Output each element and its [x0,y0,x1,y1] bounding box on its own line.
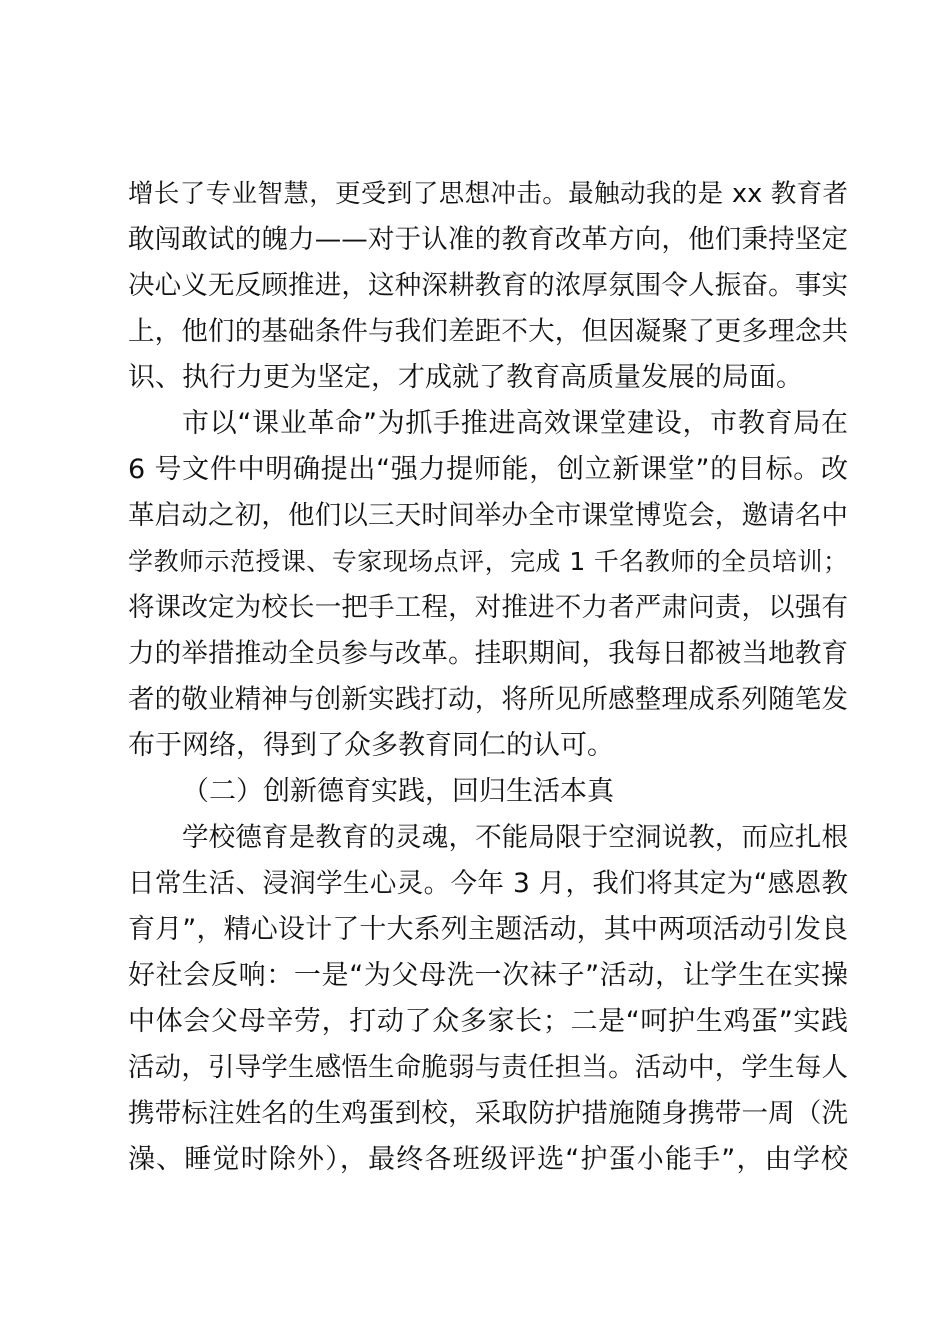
paragraph-2-line-6: 力的举措推动全员参与改革。挂职期间，我每日都被当地教育 [128,638,848,669]
paragraph-2-line-7: 者的敬业精神与创新实践打动，将所见所感整理成系列随笔发 [128,684,848,715]
paragraph-1-line-1: 增长了专业智慧，更受到了思想冲击。最触动我的是 xx 教育者 [128,179,848,209]
paragraph-3-line-4: 好社会反响：一是“为父母洗一次袜子”活动，让学生在实操 [128,960,848,991]
paragraph-2-line-5: 将课改定为校长一把手工程，对推进不力者严肃问责，以强有 [128,592,848,623]
paragraph-1-line-5: 识、执行力更为坚定，才成就了教育高质量发展的局面。 [128,362,803,393]
paragraph-1-line-4: 上，他们的基础条件与我们差距不大，但因凝聚了更多理念共 [128,316,848,347]
paragraph-1-line-2: 敢闯敢试的魄力——对于认准的教育改革方向，他们秉持坚定 [128,224,848,255]
paragraph-3-line-8: 澡、睡觉时除外），最终各班级评选“护蛋小能手”，由学校 [128,1144,848,1175]
paragraph-1-line-3: 决心义无反顾推进，这种深耕教育的浓厚氛围令人振奋。事实 [128,270,848,301]
paragraph-3-line-2: 日常生活、浸润学生心灵。今年 3 月，我们将其定为“感恩教 [128,868,848,899]
paragraph-3-line-5: 中体会父母辛劳，打动了众多家长；二是“呵护生鸡蛋”实践 [128,1006,848,1037]
paragraph-2-line-1: 市以“课业革命”为抓手推进高效课堂建设，市教育局在 [182,408,848,439]
paragraph-3-line-3: 育月”，精心设计了十大系列主题活动，其中两项活动引发良 [128,914,848,945]
paragraph-2-line-3: 革启动之初，他们以三天时间举办全市课堂博览会，邀请名中 [128,500,848,531]
paragraph-3-line-1: 学校德育是教育的灵魂，不能局限于空洞说教，而应扎根 [182,822,848,853]
paragraph-2-line-4: 学教师示范授课、专家现场点评，完成 1 千名教师的全员培训； [128,547,848,576]
paragraph-3-line-6: 活动，引导学生感悟生命脆弱与责任担当。活动中，学生每人 [128,1052,848,1083]
section-heading: （二）创新德育实践，回归生活本真 [182,776,614,807]
paragraph-2-line-8: 布于网络，得到了众多教育同仁的认可。 [128,730,614,761]
paragraph-2-line-2: 6 号文件中明确提出“强力提师能，创立新课堂”的目标。改 [128,454,848,485]
paragraph-3-line-7: 携带标注姓名的生鸡蛋到校，采取防护措施随身携带一周（洗 [128,1098,848,1129]
